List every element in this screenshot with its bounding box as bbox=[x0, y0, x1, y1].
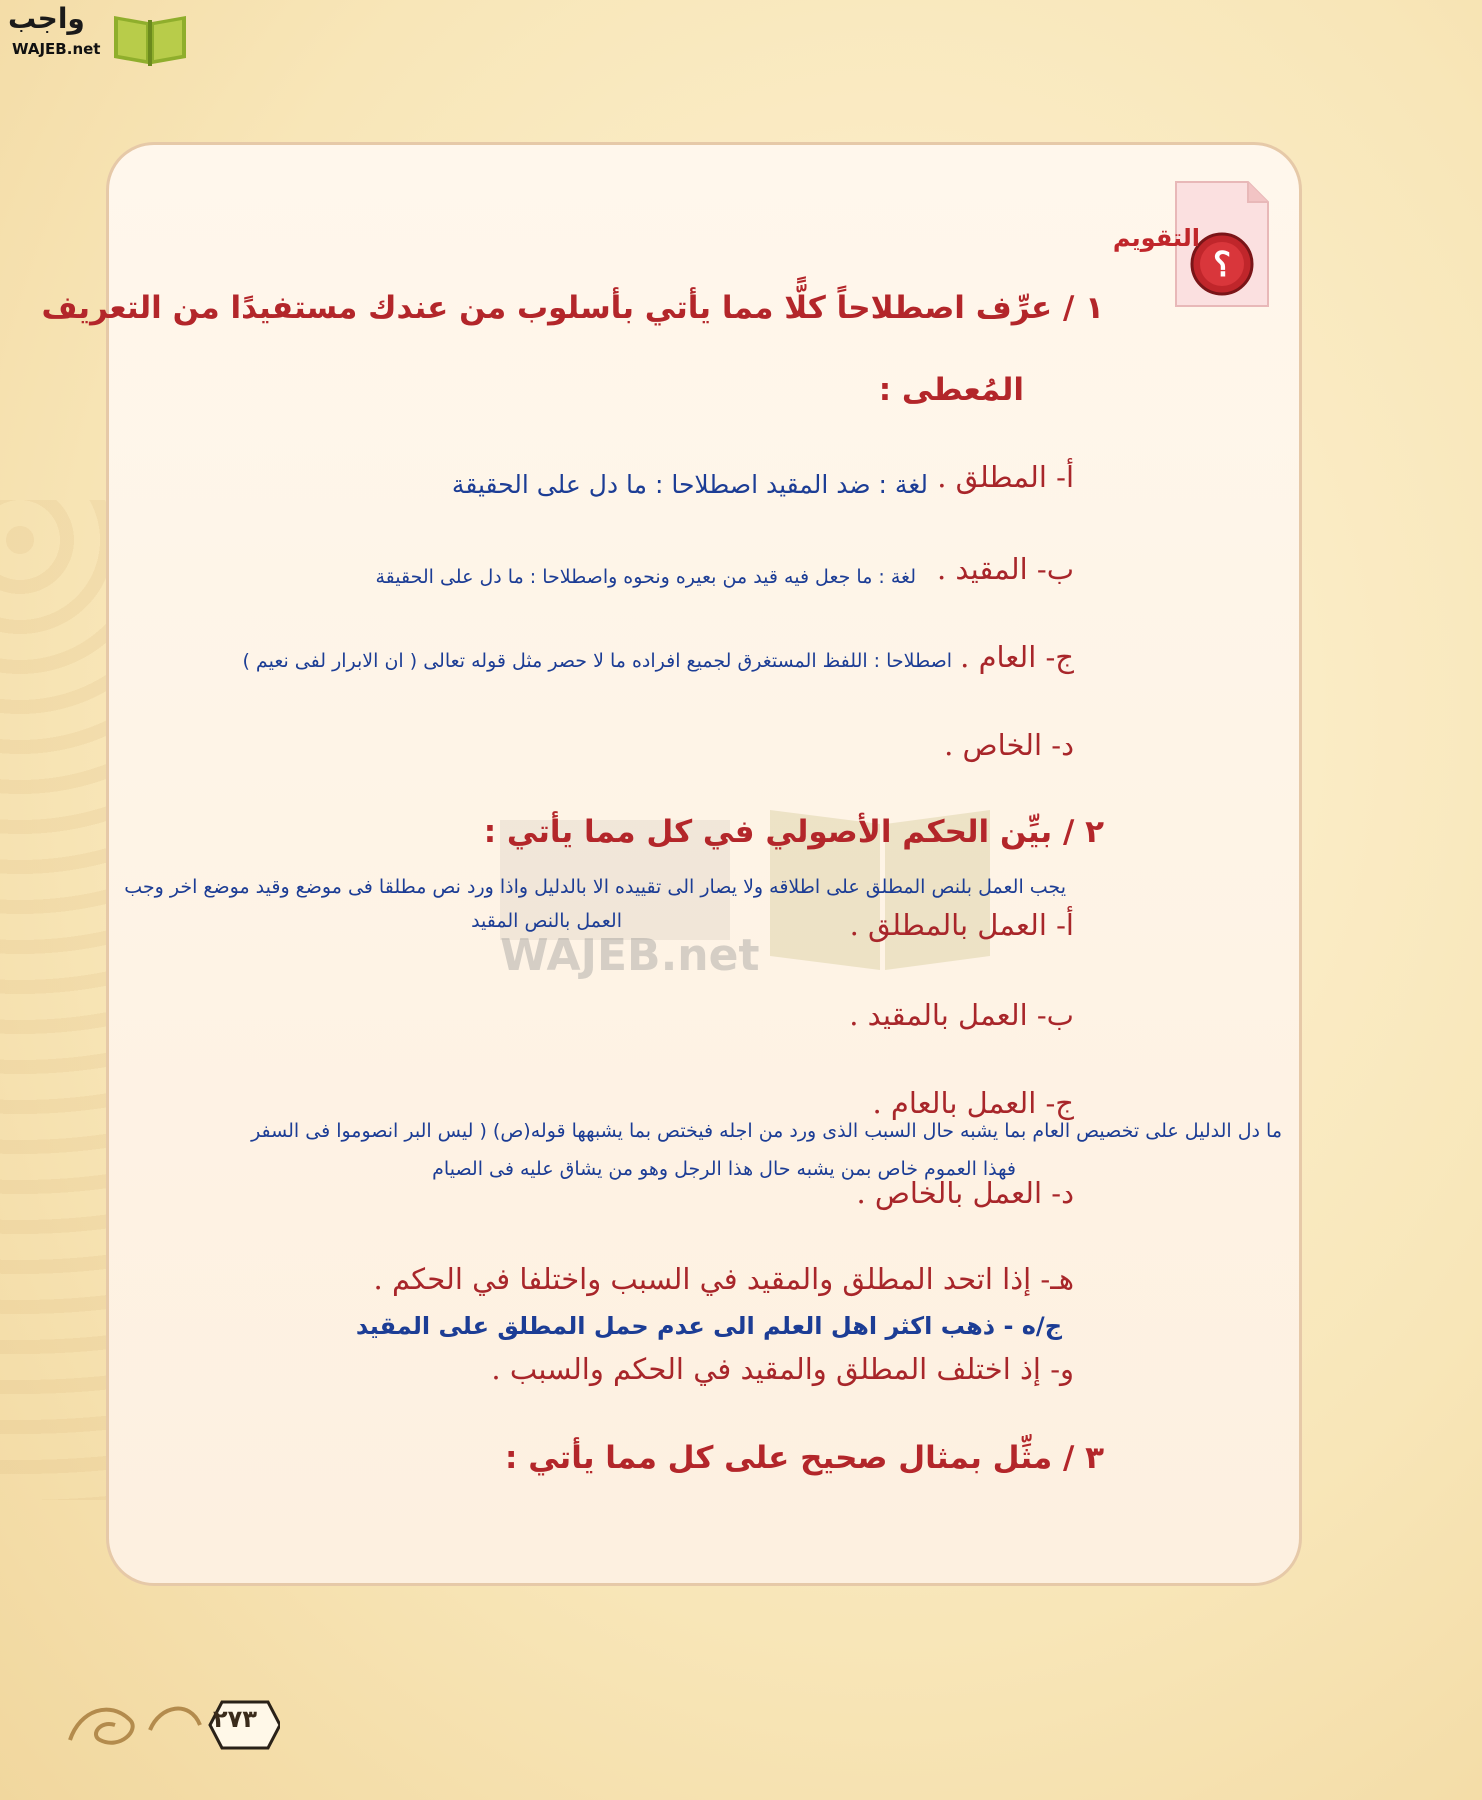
q2-item-c-answer-line2: فهذا العموم خاص بمن يشبه حال هذا الرجل وهو من يشاق عليه فى الصيام bbox=[432, 1158, 1016, 1180]
q2-item-d-label: د- العمل بالخاص . bbox=[856, 1176, 1074, 1210]
book-icon bbox=[110, 6, 190, 68]
q2-item-b-label: ب- العمل بالمقيد . bbox=[849, 998, 1074, 1032]
question-3-title: ٣ / مثِّل بمثال صحيح على كل مما يأتي : bbox=[505, 1440, 1104, 1476]
section-title: التقويم bbox=[1112, 224, 1200, 252]
q1-item-b-answer: لغة : ما جعل فيه قيد من بعيره ونحوه واصطلاحا : ما دل على الحقيقة bbox=[375, 566, 916, 588]
logo-arabic-text: واجب bbox=[8, 2, 85, 35]
q2-item-e-label: هـ- إذا اتحد المطلق والمقيد في السبب واختلفا في الحكم . bbox=[373, 1262, 1074, 1296]
q2-item-f-label: و- إذ اختلف المطلق والمقيد في الحكم والسبب . bbox=[491, 1352, 1074, 1386]
q2-item-e-answer: ج/ه - ذهب اكثر اهل العلم الى عدم حمل المطلق على المقيد bbox=[355, 1312, 1062, 1340]
q1-item-d-label: د- الخاص . bbox=[944, 728, 1074, 762]
q2-general-answer-line1: يجب العمل بلنص المطلق على اطلاقه ولا يصار الى تقييده الا بالدليل واذا ورد نص مطلقا فى موضع وقيد موضع اخر وجب bbox=[124, 876, 1066, 898]
logo-latin-text: WAJEB.net bbox=[12, 40, 101, 58]
q1-item-c-answer: اصطلاحا : اللفظ المستغرق لجميع افراده ما لا حصر مثل قوله تعالى ( ان الابرار لفى نعيم ) bbox=[242, 650, 952, 672]
q2-general-answer-line2: العمل بالنص المقيد bbox=[471, 910, 622, 932]
svg-text:؟: ؟ bbox=[1212, 245, 1232, 285]
question-1-title-line1: ١ / عرِّف اصطلاحاً كلًّا مما يأتي بأسلوب من عندك مستفيدًا من التعريف bbox=[41, 290, 1104, 326]
q1-item-b-label: ب- المقيد . bbox=[936, 552, 1074, 586]
q2-item-c-label: ج- العمل بالعام . bbox=[872, 1086, 1074, 1120]
watermark-text: WAJEB.net bbox=[500, 930, 760, 981]
page-number: ٢٧٣ bbox=[213, 1705, 257, 1733]
question-2-title: ٢ / بيِّن الحكم الأصولي في كل مما يأتي : bbox=[483, 814, 1104, 850]
decorative-border-left bbox=[0, 500, 120, 1500]
q1-item-a-label: أ- المطلق . bbox=[937, 460, 1074, 494]
q1-item-a-answer: لغة : ضد المقيد اصطلاحا : ما دل على الحقيقة bbox=[451, 470, 928, 499]
q1-item-c-label: ج- العام . bbox=[960, 640, 1074, 674]
q2-item-a-label: أ- العمل بالمطلق . bbox=[849, 908, 1074, 942]
question-1-title-line2: المُعطى : bbox=[878, 372, 1024, 408]
q2-item-c-answer-line1: ما دل الدليل على تخصيص العام بما يشبه حال السبب الذى ورد من اجله فيختص بما يشبهها قوله(ص) ( ليس البر انصوموا فى السفر bbox=[251, 1120, 1282, 1142]
